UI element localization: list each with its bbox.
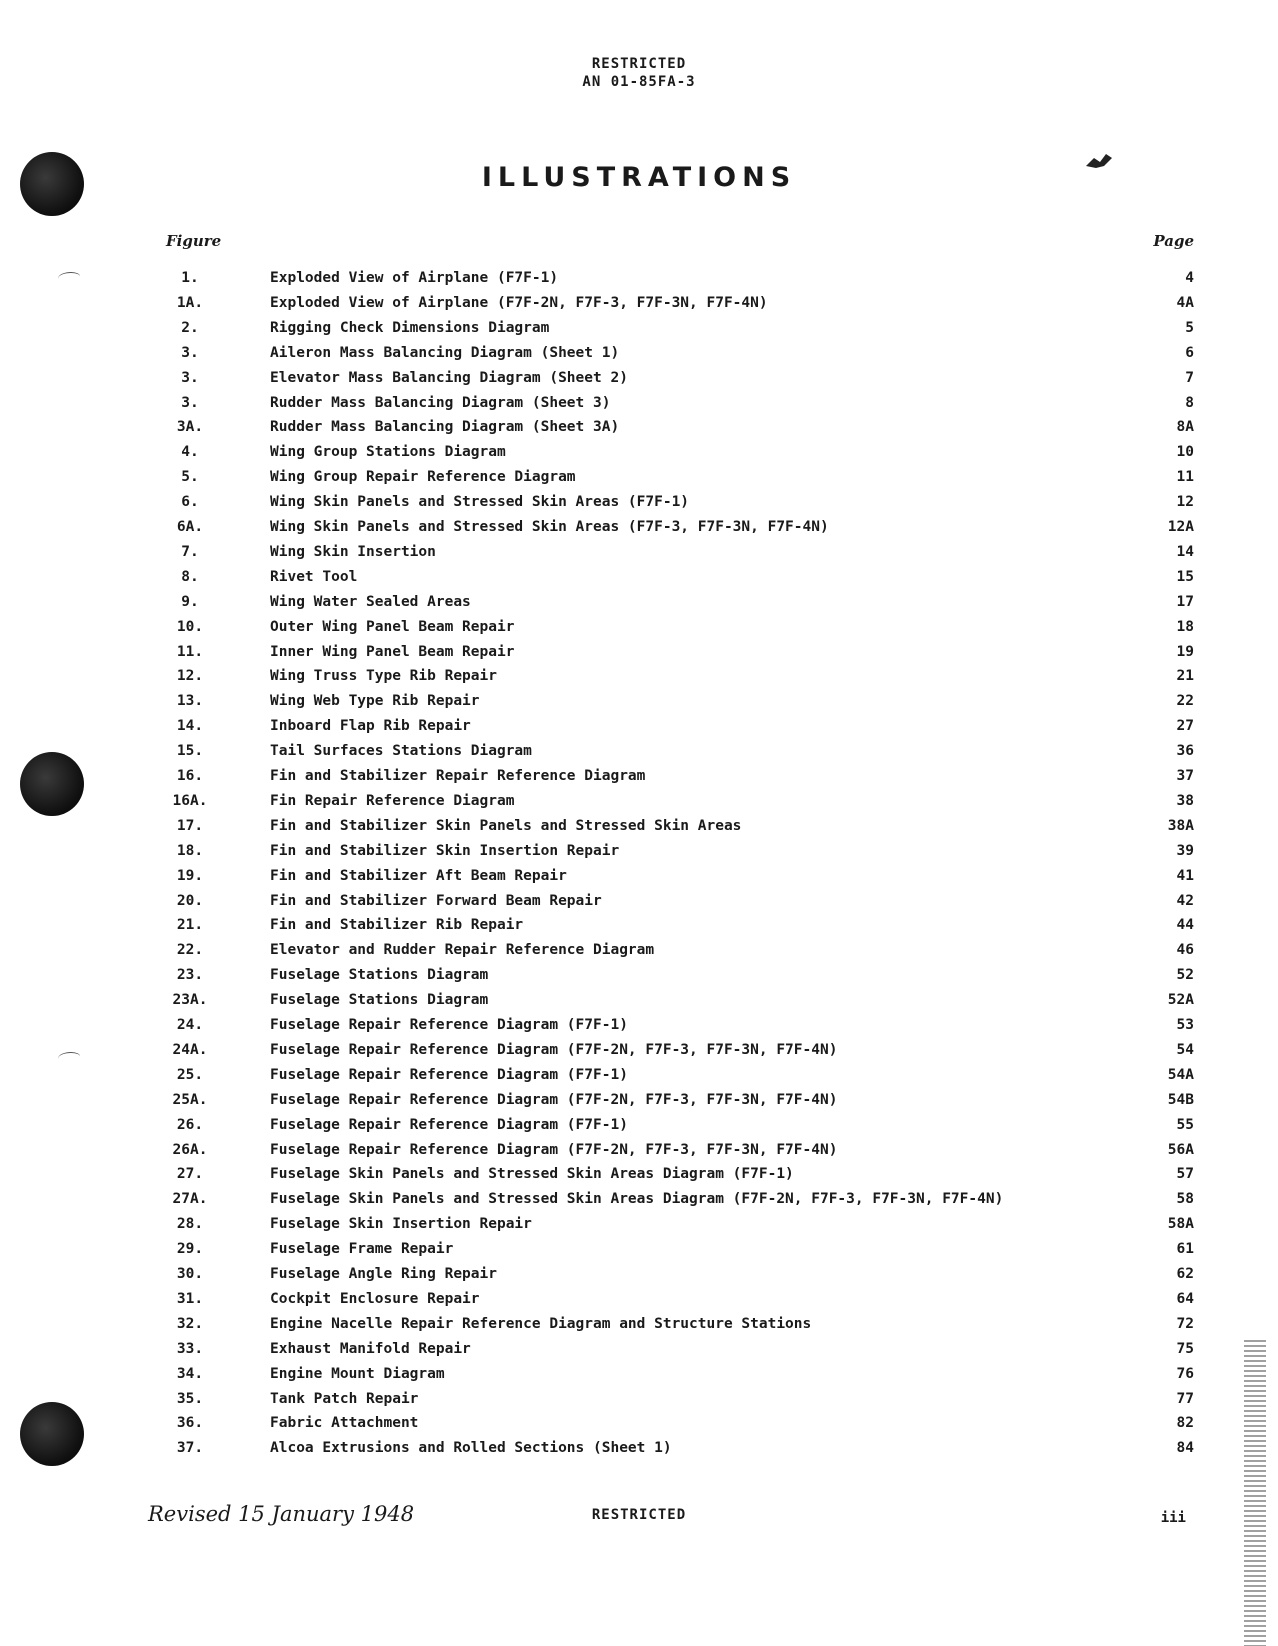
figure-caption: Fuselage Repair Reference Diagram (F7F-2N, F7F-3, F7F-3N, F7F-4N)	[270, 1141, 838, 1158]
list-item	[0, 345, 1278, 367]
figure-number: 17.	[176, 817, 204, 834]
footer-classification: RESTRICTED	[591, 1507, 687, 1523]
page-reference: 4A	[1176, 294, 1194, 311]
page-reference: 18	[1176, 618, 1194, 635]
page-reference: 55	[1176, 1116, 1194, 1133]
figure-number: 20.	[176, 892, 204, 909]
figure-caption: Fin and Stabilizer Rib Repair	[270, 917, 524, 934]
list-item	[0, 693, 1278, 715]
list-item	[0, 743, 1278, 765]
list-item	[0, 1366, 1278, 1388]
page-reference: 37	[1176, 768, 1194, 784]
list-item	[0, 793, 1278, 815]
figure-number: 27A.	[172, 1191, 208, 1208]
list-item	[0, 1415, 1278, 1437]
page-reference: 38	[1176, 792, 1194, 809]
figure-number: 31.	[176, 1290, 204, 1307]
figure-caption: Fuselage Angle Ring Repair	[270, 1266, 497, 1282]
figure-caption: Fuselage Skin Insertion Repair	[270, 1216, 532, 1233]
figure-number: 25.	[176, 1066, 204, 1083]
list-item	[0, 1117, 1278, 1139]
figure-caption: Elevator and Rudder Repair Reference Diagram	[270, 942, 655, 959]
page-reference: 8A	[1176, 419, 1194, 436]
page-reference: 61	[1176, 1241, 1194, 1258]
figure-caption: Fuselage Repair Reference Diagram (F7F-2N, F7F-3, F7F-3N, F7F-4N)	[270, 1041, 838, 1058]
column-header-page: Page	[1153, 232, 1194, 250]
figure-number: 14.	[176, 718, 204, 735]
figure-number: 16A.	[172, 792, 208, 809]
page-reference: 76	[1176, 1365, 1194, 1382]
figure-number: 6A.	[176, 519, 204, 535]
figure-number: 35.	[176, 1390, 204, 1407]
figure-caption: Aileron Mass Balancing Diagram (Sheet 1)	[270, 344, 620, 361]
page-title: ILLUSTRATIONS	[481, 162, 797, 193]
list-item	[0, 843, 1278, 865]
figure-caption: Fuselage Stations Diagram	[270, 992, 489, 1009]
list-item	[0, 1391, 1278, 1413]
page-reference: 77	[1176, 1390, 1194, 1407]
page-reference: 58A	[1167, 1216, 1194, 1233]
figure-number: 32.	[176, 1315, 204, 1332]
figure-number: 15.	[176, 743, 204, 760]
list-item	[0, 469, 1278, 491]
figure-number: 27.	[176, 1166, 204, 1183]
page-reference: 52A	[1167, 992, 1194, 1009]
figure-caption: Fin and Stabilizer Aft Beam Repair	[270, 867, 567, 884]
list-item	[0, 917, 1278, 939]
list-item	[0, 1266, 1278, 1288]
figure-number: 3A.	[176, 419, 204, 436]
figure-caption: Rigging Check Dimensions Diagram	[270, 319, 550, 336]
list-item	[0, 444, 1278, 466]
figure-caption: Fuselage Skin Panels and Stressed Skin Areas Diagram (F7F-1)	[270, 1166, 794, 1183]
page-reference: 52	[1176, 967, 1194, 984]
page-reference: 39	[1176, 842, 1194, 859]
figure-number: 4.	[181, 444, 199, 461]
page-reference: 75	[1176, 1340, 1194, 1357]
figure-caption: Fin and Stabilizer Skin Panels and Stressed Skin Areas	[270, 817, 742, 834]
page-reference: 10	[1176, 444, 1194, 461]
page-reference: 11	[1176, 469, 1194, 486]
list-item	[0, 1440, 1278, 1462]
list-item	[0, 1017, 1278, 1039]
figure-caption: Inner Wing Panel Beam Repair	[270, 643, 515, 660]
figure-number: 26.	[176, 1116, 204, 1133]
figure-number: 24A.	[172, 1041, 208, 1058]
page-reference: 54	[1176, 1041, 1194, 1058]
figure-caption: Rivet Tool	[270, 568, 358, 585]
figure-caption: Exploded View of Airplane (F7F-2N, F7F-3, F7F-3N, F7F-4N)	[270, 294, 768, 311]
figure-number: 3.	[181, 344, 199, 361]
header-classification: RESTRICTED	[591, 56, 687, 72]
list-item	[0, 1092, 1278, 1114]
figure-number: 18.	[176, 842, 204, 859]
figure-caption: Fin and Stabilizer Skin Insertion Repair	[270, 842, 620, 859]
figure-caption: Fuselage Repair Reference Diagram (F7F-1)	[270, 1116, 628, 1133]
figure-caption: Rudder Mass Balancing Diagram (Sheet 3A)	[270, 419, 620, 436]
page-reference: 41	[1176, 867, 1194, 884]
list-item	[0, 1341, 1278, 1363]
figure-number: 30.	[176, 1266, 204, 1282]
page-reference: 4	[1185, 270, 1194, 286]
figure-caption: Wing Skin Insertion	[270, 543, 436, 560]
list-item	[0, 1191, 1278, 1213]
page-reference: 17	[1176, 593, 1194, 610]
list-item	[0, 569, 1278, 591]
figure-caption: Fin Repair Reference Diagram	[270, 792, 515, 809]
figure-number: 6.	[181, 494, 199, 511]
page-reference: 64	[1176, 1290, 1194, 1307]
page-reference: 72	[1176, 1315, 1194, 1332]
page-reference: 42	[1176, 892, 1194, 909]
page-number: iii	[1160, 1510, 1186, 1526]
page-reference: 15	[1176, 568, 1194, 585]
figure-caption: Fuselage Stations Diagram	[270, 967, 489, 984]
figure-caption: Wing Truss Type Rib Repair	[270, 668, 497, 685]
figure-caption: Tail Surfaces Stations Diagram	[270, 743, 532, 760]
figure-number: 1A.	[176, 294, 204, 311]
list-item	[0, 295, 1278, 317]
figure-caption: Fuselage Skin Panels and Stressed Skin Areas Diagram (F7F-2N, F7F-3, F7F-3N, F7F-4N)	[270, 1191, 1004, 1208]
page-reference: 53	[1176, 1017, 1194, 1033]
list-item	[0, 967, 1278, 989]
page-reference: 58	[1176, 1191, 1194, 1208]
figure-caption: Outer Wing Panel Beam Repair	[270, 618, 515, 635]
page-reference: 5	[1185, 319, 1194, 336]
figure-caption: Fuselage Repair Reference Diagram (F7F-1)	[270, 1066, 628, 1083]
list-item	[0, 1142, 1278, 1164]
figure-number: 21.	[176, 917, 204, 934]
page-reference: 38A	[1167, 817, 1194, 834]
list-item	[0, 494, 1278, 516]
page-reference: 12A	[1167, 519, 1194, 535]
figure-number: 25A.	[172, 1091, 208, 1108]
figure-caption: Fuselage Frame Repair	[270, 1241, 454, 1258]
list-item	[0, 544, 1278, 566]
figure-number: 11.	[176, 643, 204, 660]
header-document-number: AN 01-85FA-3	[582, 74, 696, 90]
page-reference: 12	[1176, 494, 1194, 511]
list-item	[0, 395, 1278, 417]
figure-number: 2.	[181, 319, 199, 336]
list-item	[0, 1067, 1278, 1089]
list-item	[0, 992, 1278, 1014]
figure-number: 1.	[181, 270, 199, 286]
list-item	[0, 594, 1278, 616]
figure-caption: Alcoa Extrusions and Rolled Sections (Sheet 1)	[270, 1440, 672, 1457]
page-reference: 7	[1185, 369, 1194, 386]
list-item	[0, 893, 1278, 915]
figure-number: 13.	[176, 693, 204, 710]
figure-number: 23.	[176, 967, 204, 984]
list-item	[0, 768, 1278, 790]
figure-caption: Fabric Attachment	[270, 1415, 419, 1432]
figure-caption: Fuselage Repair Reference Diagram (F7F-2N, F7F-3, F7F-3N, F7F-4N)	[270, 1091, 838, 1108]
figure-caption: Rudder Mass Balancing Diagram (Sheet 3)	[270, 394, 611, 411]
figure-caption: Tank Patch Repair	[270, 1390, 419, 1407]
figure-caption: Wing Group Stations Diagram	[270, 444, 506, 461]
figure-caption: Exhaust Manifold Repair	[270, 1340, 471, 1357]
figure-number: 10.	[176, 618, 204, 635]
list-item	[0, 644, 1278, 666]
page-reference: 8	[1185, 394, 1194, 411]
list-item	[0, 619, 1278, 641]
figure-number: 7.	[181, 543, 199, 560]
list-item	[0, 718, 1278, 740]
figure-caption: Exploded View of Airplane (F7F-1)	[270, 270, 559, 286]
figure-number: 33.	[176, 1340, 204, 1357]
figure-number: 26A.	[172, 1141, 208, 1158]
figure-caption: Fin and Stabilizer Repair Reference Diagram	[270, 768, 646, 784]
figure-caption: Wing Water Sealed Areas	[270, 593, 471, 610]
figure-number: 36.	[176, 1415, 204, 1432]
page-reference: 36	[1176, 743, 1194, 760]
figure-caption: Wing Skin Panels and Stressed Skin Areas (F7F-3, F7F-3N, F7F-4N)	[270, 519, 829, 535]
list-item	[0, 419, 1278, 441]
figure-caption: Wing Skin Panels and Stressed Skin Areas (F7F-1)	[270, 494, 690, 511]
list-item	[0, 1316, 1278, 1338]
figure-caption: Engine Nacelle Repair Reference Diagram and Structure Stations	[270, 1315, 812, 1332]
figure-number: 9.	[181, 593, 199, 610]
list-item	[0, 942, 1278, 964]
figure-caption: Cockpit Enclosure Repair	[270, 1290, 480, 1307]
figure-caption: Fin and Stabilizer Forward Beam Repair	[270, 892, 602, 909]
figure-caption: Inboard Flap Rib Repair	[270, 718, 471, 735]
page-reference: 46	[1176, 942, 1194, 959]
page-reference: 54B	[1167, 1091, 1194, 1108]
page-reference: 27	[1176, 718, 1194, 735]
list-item	[0, 868, 1278, 890]
figure-number: 12.	[176, 668, 204, 685]
page-reference: 22	[1176, 693, 1194, 710]
page-reference: 62	[1176, 1266, 1194, 1282]
figure-number: 28.	[176, 1216, 204, 1233]
figure-number: 24.	[176, 1017, 204, 1033]
figure-number: 5.	[181, 469, 199, 486]
list-item	[0, 1042, 1278, 1064]
column-header-figure: Figure	[166, 232, 222, 250]
list-item	[0, 519, 1278, 541]
list-item	[0, 818, 1278, 840]
page-reference: 56A	[1167, 1141, 1194, 1158]
list-item	[0, 370, 1278, 392]
list-item	[0, 1241, 1278, 1263]
list-item	[0, 1216, 1278, 1238]
figure-number: 22.	[176, 942, 204, 959]
figure-number: 3.	[181, 394, 199, 411]
figure-number: 3.	[181, 369, 199, 386]
list-item	[0, 320, 1278, 342]
list-item	[0, 1291, 1278, 1313]
page-reference: 54A	[1167, 1066, 1194, 1083]
list-item	[0, 668, 1278, 690]
figure-number: 8.	[181, 568, 199, 585]
figure-caption: Wing Web Type Rib Repair	[270, 693, 480, 710]
figure-caption: Fuselage Repair Reference Diagram (F7F-1)	[270, 1017, 628, 1033]
figure-number: 34.	[176, 1365, 204, 1382]
list-item	[0, 1166, 1278, 1188]
figure-number: 29.	[176, 1241, 204, 1258]
figure-number: 37.	[176, 1440, 204, 1457]
page-reference: 14	[1176, 543, 1194, 560]
figure-caption: Engine Mount Diagram	[270, 1365, 445, 1382]
page-reference: 82	[1176, 1415, 1194, 1432]
page-reference: 6	[1185, 344, 1194, 361]
page-reference: 21	[1176, 668, 1194, 685]
figure-number: 23A.	[172, 992, 208, 1009]
page-reference: 19	[1176, 643, 1194, 660]
figure-caption: Wing Group Repair Reference Diagram	[270, 469, 576, 486]
revision-date: Revised 15 January 1948	[148, 1502, 415, 1526]
page-reference: 84	[1176, 1440, 1194, 1457]
list-item	[0, 270, 1278, 292]
figure-number: 16.	[176, 768, 204, 784]
page-reference: 57	[1176, 1166, 1194, 1183]
page-reference: 44	[1176, 917, 1194, 934]
figure-number: 19.	[176, 867, 204, 884]
figure-caption: Elevator Mass Balancing Diagram (Sheet 2)	[270, 369, 628, 386]
